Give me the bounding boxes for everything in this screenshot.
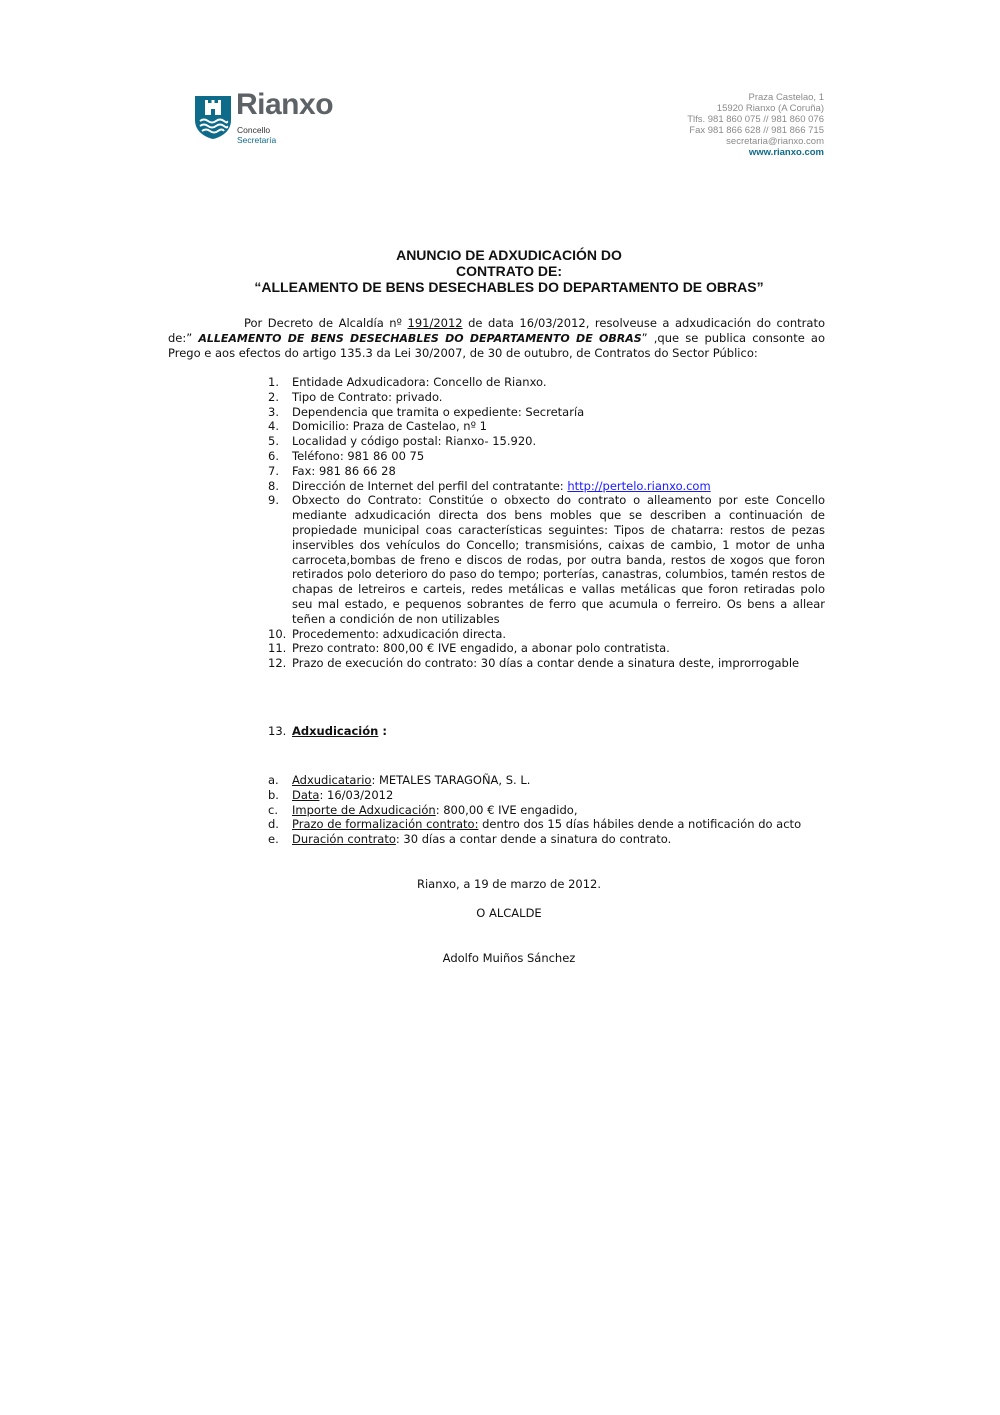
list-number: 8. [268,478,279,493]
list-text: Dirección de Internet del perfil del contratante: [292,478,568,493]
list-text: Entidade Adxudicadora: Concello de Rianxo. [292,375,547,389]
contract-details-list [268,375,825,671]
list-number: 4. [268,419,279,434]
list-item [268,375,825,390]
contact-email: secretaria@rianxo.com [726,136,824,147]
list-label: Importe de Adxudicación [292,802,436,817]
document-title [168,247,850,295]
list-number: 10. [268,626,287,641]
intro-text-1: Por Decreto de Alcaldía nº [244,316,408,330]
list-number: 13. [268,724,287,738]
list-item [268,641,825,656]
contact-website: www.rianxo.com [748,147,824,158]
list-number: 11. [268,641,287,656]
rianxo-logo [193,88,363,145]
list-number: 7. [268,463,279,478]
title-line-1: ANUNCIO DE ADXUDICACIÓN DO [396,247,622,263]
signatory-role: O ALCALDE [476,906,542,920]
list-item [268,627,825,642]
list-text: Prazo de execución do contrato: 30 días a contar dende a sinatura deste, improrrogable [292,656,800,671]
list-text: Procedemento: adxudicación directa. [292,626,507,641]
list-letter: b. [268,787,279,802]
list-text: : 16/03/2012 [319,787,394,802]
contact-fax: Fax 981 866 628 // 981 866 715 [689,125,824,136]
intro-text-3: ” ,que se publica consonte ao Prego e aos efectos do artigo 135.3 da Lei 30/2007, de 30 de outubro, de Contratos do Sector Público: [168,331,825,360]
list-number: 6. [268,448,279,463]
contact-phones: Tlfs. 981 860 075 // 981 860 076 [687,114,824,125]
award-suffix: : [378,724,387,738]
list-number: 9. [268,493,279,508]
list-text: Obxecto do Contrato: Constitúe o obxecto do contrato o alleamento por este Concello mediante adxudicación directa dos bens mobles que se describen a continuación de propiedade municipal coas características seguintes: Tipos de chatarra: restos de pezas inservibles dos vehículos do Concello; transmisións, caixas de cambio, 1 motor de unha carroceta,bombas de freno e discos de rodas, por outra banda, restos de xogos que foron retirados polo deterioro do paso do tempo; porterías, canastras, columbios, tamén restos de chapas de letreiros e carteis, redes metálicas e vallas metálicas que foron retiradas polo seu mal estado, e pequenos sobrantes de ferro que acumula o ferreiro. Os bens a allear teñen a condición de non utilizables [292,493,825,626]
list-letter: a. [268,773,279,787]
list-item [268,405,825,420]
list-number: 5. [268,434,279,449]
intro-text-2: de data 16/03/2012, resolveuse a adxudicación do contrato de:” [168,316,825,345]
list-text: Teléfono: 981 86 00 75 [292,448,425,463]
list-item [268,434,825,449]
list-label: Duración contrato [292,832,396,847]
list-label: Prazo de formalización contrato: [292,817,479,832]
list-number: 3. [268,404,279,419]
list-item [268,724,825,739]
brand-name: Rianxo [236,88,334,121]
list-letter: e. [268,832,279,847]
list-text: : METALES TARAGOÑA, S. L. [371,773,531,787]
award-heading [268,724,825,739]
contractor-profile-link[interactable]: http://pertelo.rianxo.com [567,478,711,493]
list-text: Prezo contrato: 800,00 € IVE engadido, a abonar polo contratista. [292,641,670,656]
list-text: Dependencia que tramita o expediente: Secretaría [292,404,585,419]
list-letter: c. [268,802,278,817]
list-item [268,449,825,464]
list-item [268,656,825,671]
list-text: Fax: 981 86 66 28 [292,463,396,478]
intro-paragraph [168,316,825,361]
list-item [268,773,825,788]
contact-postal: 15920 Rianxo (A Coruña) [716,103,824,114]
list-label: Data [292,787,320,802]
list-text: : 30 días a contar dende a sinatura do contrato. [395,832,672,847]
list-item [268,493,825,626]
list-text: : 800,00 € IVE engadido, [435,802,578,817]
decree-number: 191/2012 [407,316,463,330]
list-label: Adxudicatario [292,773,372,787]
list-item [268,817,825,832]
list-text: Domicilio: Praza de Castelao, nº 1 [292,419,487,434]
shield-icon [193,94,233,140]
contract-name: ALLEAMENTO DE BENS DESECHABLES DO DEPARTAMENTO DE OBRAS [198,332,642,345]
list-number: 2. [268,389,279,404]
list-text: Tipo de Contrato: privado. [292,389,443,404]
list-number: 1. [268,375,279,389]
list-item [268,803,825,818]
brand-subtitle: Concello [237,125,271,135]
award-label: Adxudicación [292,724,379,738]
title-line-2: CONTRATO DE: [455,263,563,279]
title-line-3: “ALLEAMENTO DE BENS DESECHABLES DO DEPARTAMENTO DE OBRAS” [254,279,764,295]
list-item [268,390,825,405]
place-date: Rianxo, a 19 de marzo de 2012. [417,877,601,891]
list-item [268,788,825,803]
brand-department: Secretaría [237,135,277,145]
award-details-list [268,773,825,847]
list-item [268,419,825,434]
contact-block [687,92,824,158]
list-text: Localidad y código postal: Rianxo- 15.920. [292,434,537,449]
list-item [268,832,825,847]
signatory-name: Adolfo Muiños Sánchez [442,951,576,965]
list-text: dentro dos 15 días hábiles dende a notificación do acto [478,817,802,832]
list-number: 12. [268,656,287,671]
contact-address: Praza Castelao, 1 [748,92,824,103]
list-item [268,464,825,479]
list-item [268,479,825,494]
list-letter: d. [268,817,279,832]
